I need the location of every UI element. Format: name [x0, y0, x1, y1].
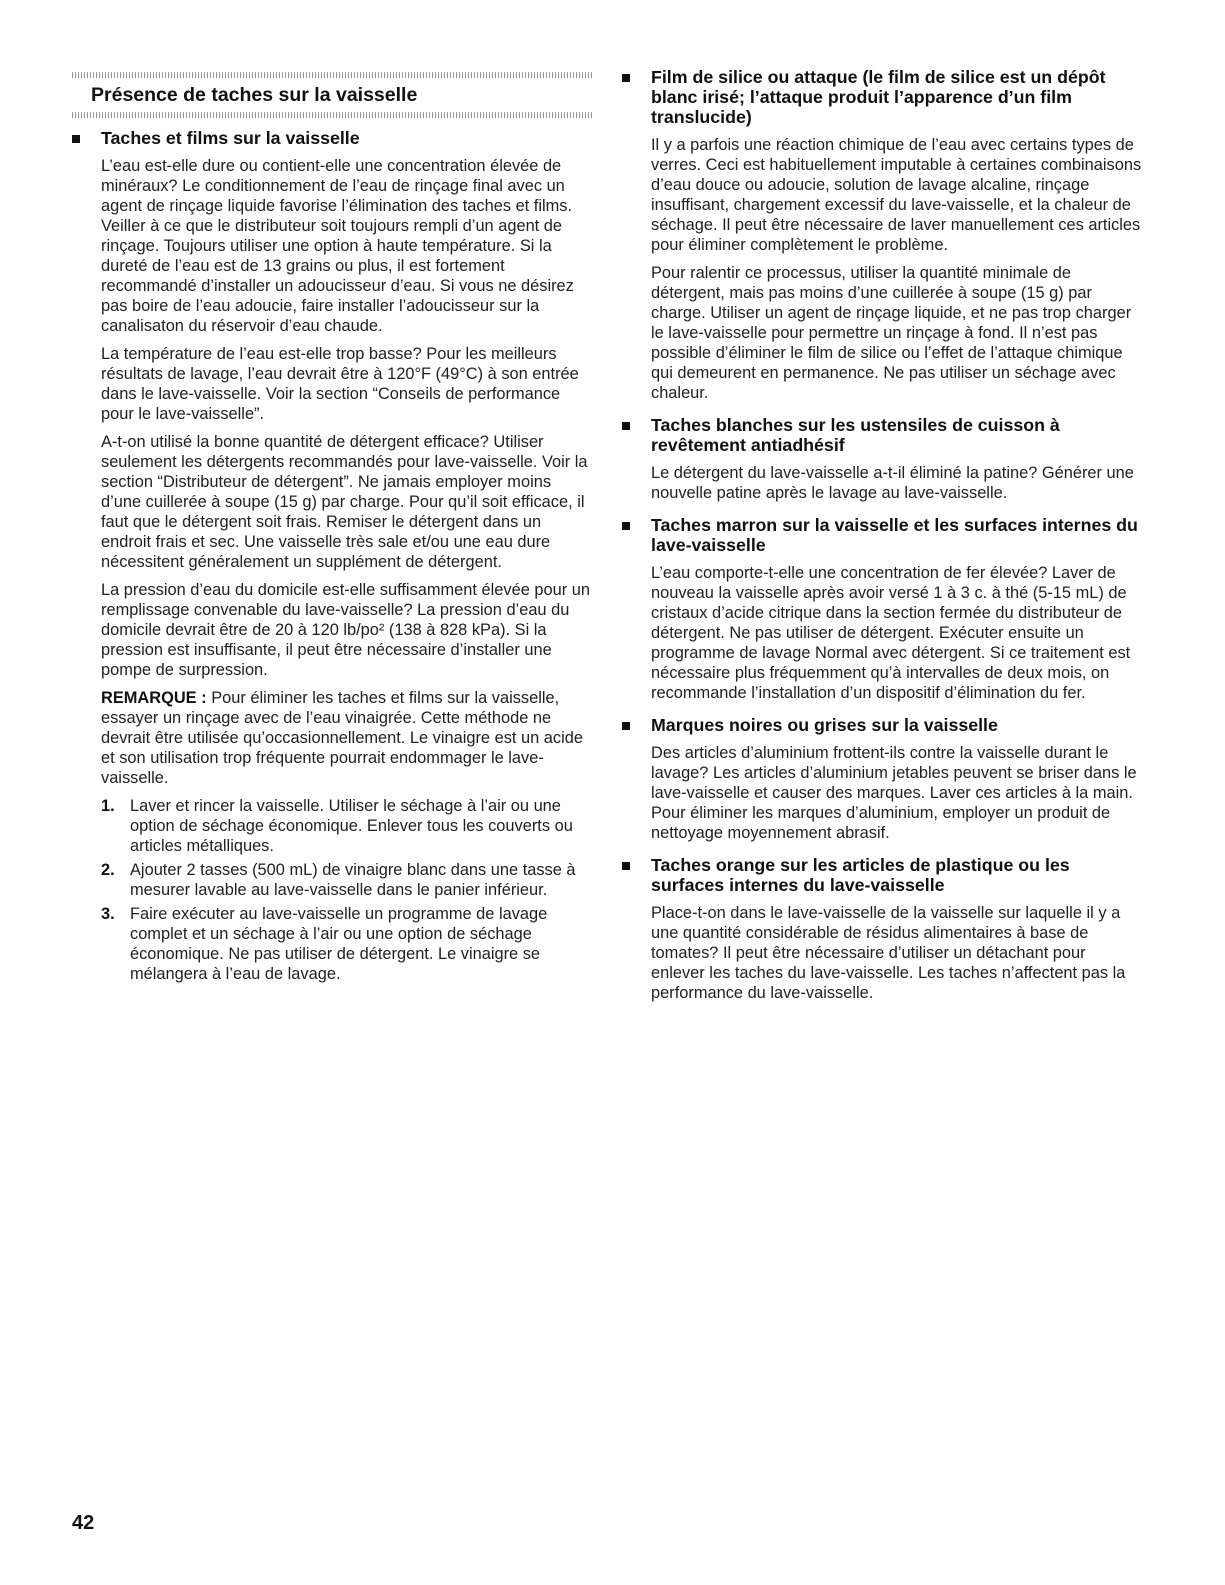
note-text: Pour éliminer les taches et films sur la vaisselle, essayer un rinçage avec de l’eau vinaigrée. Cette méthode ne devrait être utilisée qu’occasionnellement. Le vinaigre est un acide et son utilisation trop fréquente pourrait endommager le lave-vaisselle. [101, 689, 583, 787]
section-header [72, 72, 592, 118]
step-text: Laver et rincer la vaisselle. Utiliser le séchage à l’air ou une option de séchage économique. Enlever tous les couverts ou articles métalliques. [130, 797, 573, 855]
paragraph: L’eau est-elle dure ou contient-elle une concentration élevée de minéraux? Le conditionnement de l’eau de rinçage final avec un agent de rinçage liquide favorise l’élimination des taches et films. Veiller à ce que le distributeur soit toujours rempli d’un agent de rinçage. Toujours utiliser une option à haute température. Si la dureté de l’eau est de 13 grains ou plus, il est fortement recommandé d’installer un adoucisseur d’eau. Si vous ne désirez pas boire de l’eau adoucie, faire installer l’adoucisseur sur la canalisaton du réservoir d’eau chaude. [101, 157, 574, 335]
step-number: 2. [101, 861, 115, 879]
right-column [622, 67, 1142, 1003]
bullet-heading: Taches orange sur les articles de plastique ou les surfaces internes du lave-vaisselle [651, 855, 1070, 895]
paragraph: Il y a parfois une réaction chimique de l’eau avec certains types de verres. Ceci est habituellement imputable à certaines combinaisons d’eau douce ou adoucie, solution de lavage alcaline, rinçage insuffisant, chargement excessif du lave-vaisselle, et la chaleur de séchage. Il peut être nécessaire de laver manuellement ces articles pour éliminer complètement le problème. [651, 136, 1142, 254]
left-column [72, 128, 592, 988]
step-item [101, 796, 592, 856]
step-item [101, 860, 592, 900]
bullet-heading: Taches et films sur la vaisselle [101, 128, 360, 148]
step-number: 3. [101, 905, 115, 923]
section-title: Présence de taches sur la vaisselle [91, 84, 418, 106]
bullet-item-brown-stains [622, 515, 1142, 703]
step-text: Faire exécuter au lave-vaisselle un programme de lavage complet et un séchage à l’air ou une option de séchage économique. Ne pas utiliser de détergent. Le vinaigre se mélangera à l’eau de lavage. [130, 905, 548, 983]
bullet-heading: Film de silice ou attaque (le film de silice est un dépôt blanc irisé; l’attaque produit l’apparence d’un film translucide) [651, 67, 1106, 127]
paragraph: La température de l’eau est-elle trop basse? Pour les meilleurs résultats de lavage, l’eau devrait être à 120°F (49°C) à son entrée dans le lave-vaisselle. Voir la section “Conseils de performance pour le lave-vaisselle”. [101, 345, 579, 423]
bullet-heading: Taches marron sur la vaisselle et les surfaces internes du lave-vaisselle [651, 515, 1138, 555]
step-number: 1. [101, 797, 115, 815]
bullet-item-orange-stains [622, 855, 1142, 1003]
note-paragraph [101, 688, 592, 788]
step-text: Ajouter 2 tasses (500 mL) de vinaigre blanc dans une tasse à mesurer lavable au lave-vaisselle dans le panier inférieur. [130, 861, 576, 899]
hatch-divider-bottom [72, 112, 592, 118]
note-label: REMARQUE : [101, 689, 207, 707]
bullet-item-black-marks [622, 715, 1142, 843]
paragraph: Des articles d’aluminium frottent-ils contre la vaisselle durant le lavage? Les articles d’aluminium jetables peuvent se briser dans le lave-vaisselle et causer des marques. Laver ces articles à la main. Pour éliminer les marques d’aluminium, employer un produit de nettoyage moyennement abrasif. [651, 744, 1137, 842]
bullet-item-spots-films [72, 128, 592, 984]
page-number: 42 [72, 1512, 95, 1534]
paragraph: Pour ralentir ce processus, utiliser la quantité minimale de détergent, mais pas moins d’une cuillerée à soupe (15 g) par charge. Utiliser un agent de rinçage liquide, et ne pas trop charger le lave-vaisselle pour permettre un rinçage à fond. Il n’est pas possible d’éliminer le film de silice ou l’effet de l’attaque chimique qui demeurent en permanence. Ne pas utiliser un séchage avec chaleur. [651, 264, 1132, 402]
paragraph: Le détergent du lave-vaisselle a-t-il éliminé la patine? Générer une nouvelle patine après le lavage au lave-vaisselle. [651, 464, 1134, 502]
paragraph: Place-t-on dans le lave-vaisselle de la vaisselle sur laquelle il y a une quantité considérable de résidus alimentaires à base de tomates? Il peut être nécessaire d’utiliser un détachant pour enlever les taches du lave-vaisselle. Les taches n’affectent pas la performance du lave-vaisselle. [651, 904, 1126, 1002]
bullet-heading: Marques noires ou grises sur la vaisselle [651, 715, 998, 735]
step-item [101, 904, 592, 984]
bullet-item-white-spots [622, 415, 1142, 503]
paragraph: A-t-on utilisé la bonne quantité de détergent efficace? Utiliser seulement les détergents recommandés pour lave-vaisselle. Voir la section “Distributeur de détergent”. Ne jamais employer moins d’une cuillerée à soupe (15 g) par charge. Pour qu’il soit efficace, il faut que le détergent soit frais. Remiser le détergent dans un endroit frais et sec. Une vaisselle très sale et/ou une eau dure nécessitent généralement un supplément de détergent. [101, 433, 588, 571]
hatch-divider-top [72, 72, 592, 78]
steps-list [101, 796, 592, 984]
bullet-item-silica-film [622, 67, 1142, 403]
paragraph: L’eau comporte-t-elle une concentration de fer élevée? Laver de nouveau la vaisselle après avoir versé 1 à 3 c. à thé (5-15 mL) de cristaux d’acide citrique dans la section fermée du distributeur de détergent. Ne pas utiliser de détergent. Exécuter ensuite un programme de lavage Normal avec détergent. Si ce traitement est nécessaire plus fréquemment qu’à intervalles de deux mois, on recommande l’installation d’un dispositif d’élimination du fer. [651, 564, 1131, 702]
paragraph: La pression d’eau du domicile est-elle suffisamment élevée pour un remplissage convenable du lave-vaisselle? La pression d’eau du domicile devrait être de 20 à 120 lb/po² (138 à 828 kPa). Si la pression est insuffisante, il peut être nécessaire d’installer une pompe de surpression. [101, 581, 590, 679]
bullet-heading: Taches blanches sur les ustensiles de cuisson à revêtement antiadhésif [651, 415, 1060, 455]
